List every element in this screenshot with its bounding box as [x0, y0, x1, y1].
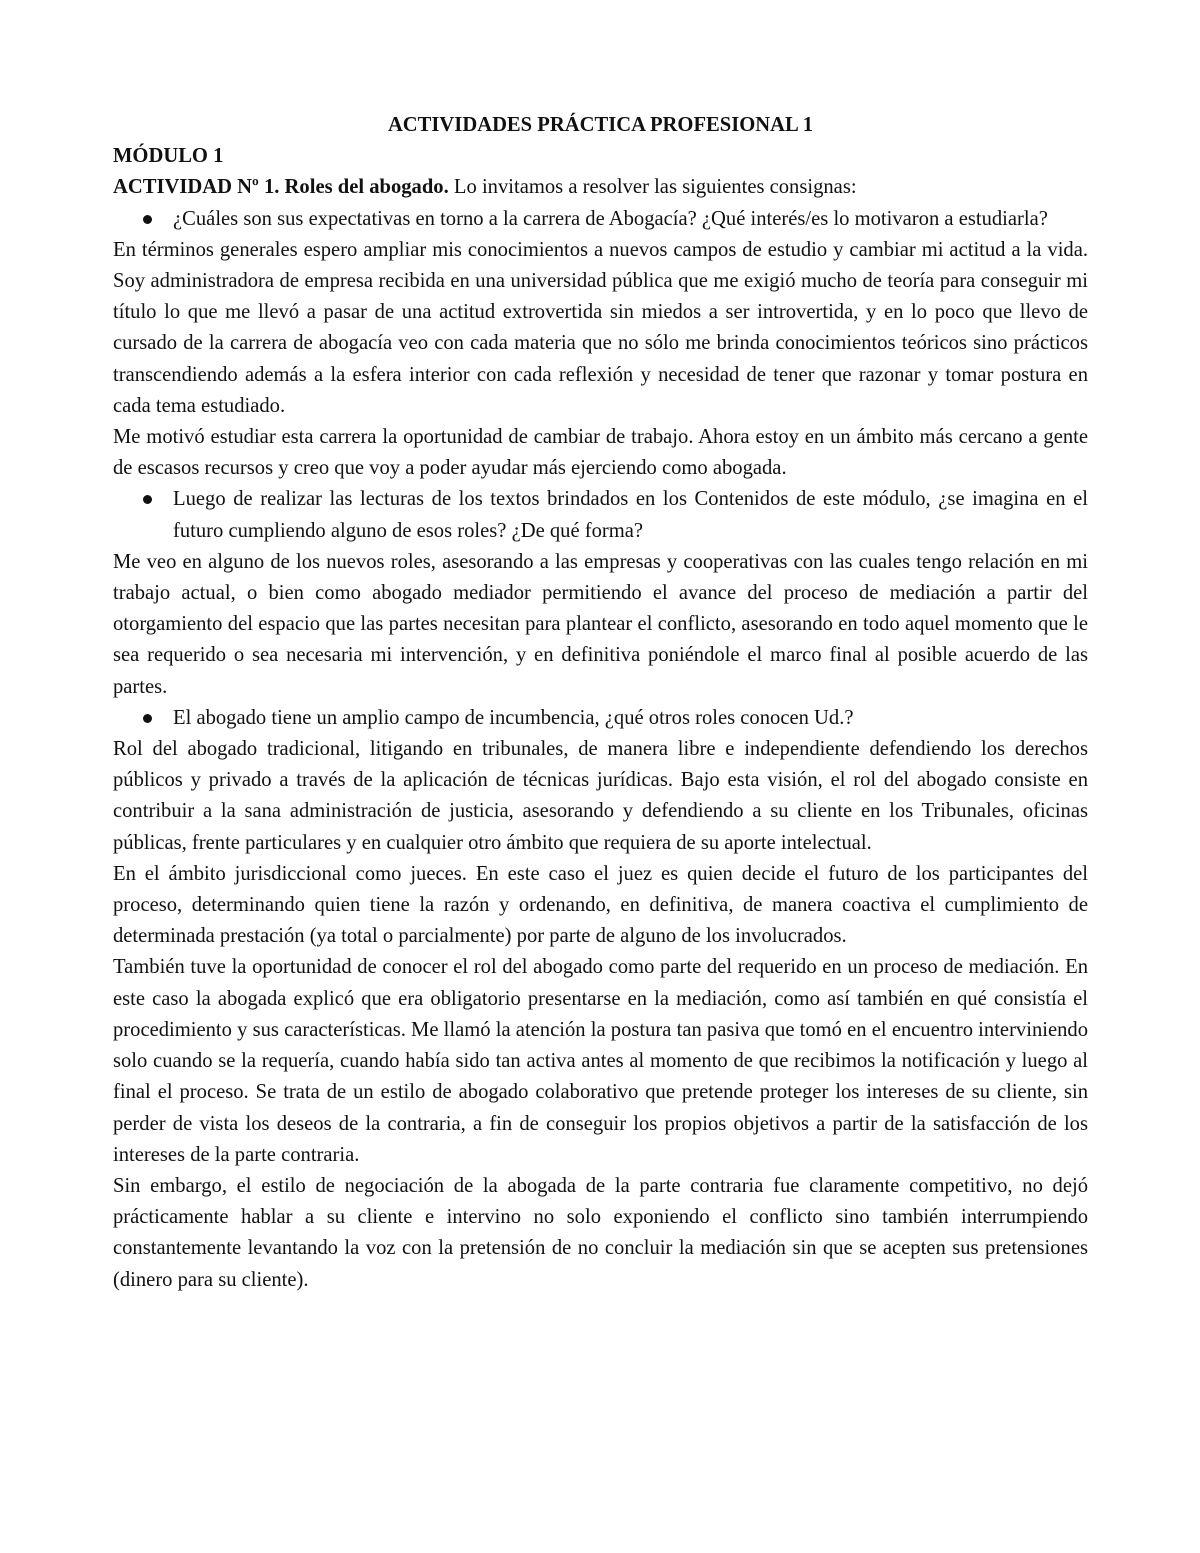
question-item-3: [113, 703, 1088, 734]
answer-paragraph: También tuve la oportunidad de conocer el rol del abogado como parte del requerido en un proceso de mediación. En este caso la abogada explicó que era obligatorio presentarse en la mediación, como así también en qué consistía el procedimiento y sus características. Me llamó la atención la postura tan pasiva que tomó en el encuentro interviniendo solo cuando se la requería, cuando había sido tan activa antes al momento de que recibimos la notificación y luego al final el proceso. Se trata de un estilo de abogado colaborativo que pretende proteger los intereses de su cliente, sin perder de vista los deseos de la contraria, a fin de conseguir los propios objetivos a partir de la satisfacción de los intereses de la parte contraria.: [113, 956, 1088, 1166]
module-heading: MÓDULO 1: [113, 145, 224, 168]
answer-paragraph: Rol del abogado tradicional, litigando en tribunales, de manera libre e independiente defendiendo los derechos públicos y privado a través de la aplicación de técnicas jurídicas. Bajo esta visión, el rol del abogado consiste en contribuir a la sana administración de justicia, asesorando y defendiendo a su cliente en los Tribunales, oficinas públicas, frente particulares y en cualquier otro ámbito que requiera de su aporte intelectual.: [113, 738, 1088, 854]
question-text: Luego de realizar las lecturas de los textos brindados en los Contenidos de este módulo, ¿se imagina en el futuro cumpliendo alguno de esos roles? ¿De qué forma?: [173, 488, 1088, 542]
bullet-icon: [113, 204, 173, 235]
answer-paragraph: Me veo en alguno de los nuevos roles, asesorando a las empresas y cooperativas con las cuales tengo relación en mi trabajo actual, o bien como abogado mediador permitiendo el avance del proceso de mediación a partir del otorgamiento del espacio que las partes necesitan para plantear el conflicto, asesorando en todo aquel momento que le sea requerido o sea necesaria mi intervención, y en definitiva poniéndole el marco final al posible acuerdo de las partes.: [113, 550, 1088, 698]
document-page: [113, 110, 1088, 1296]
question-text: ¿Cuáles son sus expectativas en torno a la carrera de Abogacía? ¿Qué interés/es lo motivaron a estudiarla?: [173, 207, 1048, 230]
bullet-icon: [113, 703, 173, 734]
bullet-icon: [113, 484, 173, 515]
question-item-2: [113, 484, 1088, 546]
answer-paragraph: En términos generales espero ampliar mis conocimientos a nuevos campos de estudio y cambiar mi actitud a la vida. Soy administradora de empresa recibida en una universidad pública que me exigió mucho de teoría para conseguir mi título lo que me llevó a pasar de una actitud extrovertida sin miedos a ser introvertida, y en lo poco que llevo de cursado de la carrera de abogacía veo con cada materia que no sólo me brinda conocimientos teóricos sino prácticos transcendiendo además a la esfera interior con cada reflexión y necesidad de tener que razonar y tomar postura en cada tema estudiado.: [113, 238, 1088, 417]
activity-heading-instruction: Lo invitamos a resolver las siguientes consignas:: [448, 176, 857, 199]
question-text: El abogado tiene un amplio campo de incumbencia, ¿qué otros roles conocen Ud.?: [173, 706, 854, 729]
answer-paragraph: Me motivó estudiar esta carrera la oportunidad de cambiar de trabajo. Ahora estoy en un ámbito más cercano a gente de escasos recursos y creo que voy a poder ayudar más ejerciendo como abogada.: [113, 426, 1088, 480]
activity-heading-bold: ACTIVIDAD Nº 1. Roles del abogado.: [113, 176, 449, 199]
answer-paragraph: Sin embargo, el estilo de negociación de la abogada de la parte contraria fue claramente competitivo, no dejó prácticamente hablar a su cliente e intervino no solo exponiendo el conflicto sino también interrumpiendo constantemente levantando la voz con la pretensión de no concluir la mediación sin que se acepten sus pretensiones (dinero para su cliente).: [113, 1174, 1088, 1291]
question-item-1: [113, 204, 1088, 235]
activity-heading: [113, 172, 1088, 203]
answer-paragraph: En el ámbito jurisdiccional como jueces. En este caso el juez es quien decide el futuro de los participantes del proceso, determinando quien tiene la razón y ordenando, en definitiva, de manera coactiva el cumplimiento de determinada prestación (ya total o parcialmente) por parte de alguno de los involucrados.: [113, 862, 1088, 948]
document-title: ACTIVIDADES PRÁCTICA PROFESIONAL 1: [387, 114, 814, 136]
